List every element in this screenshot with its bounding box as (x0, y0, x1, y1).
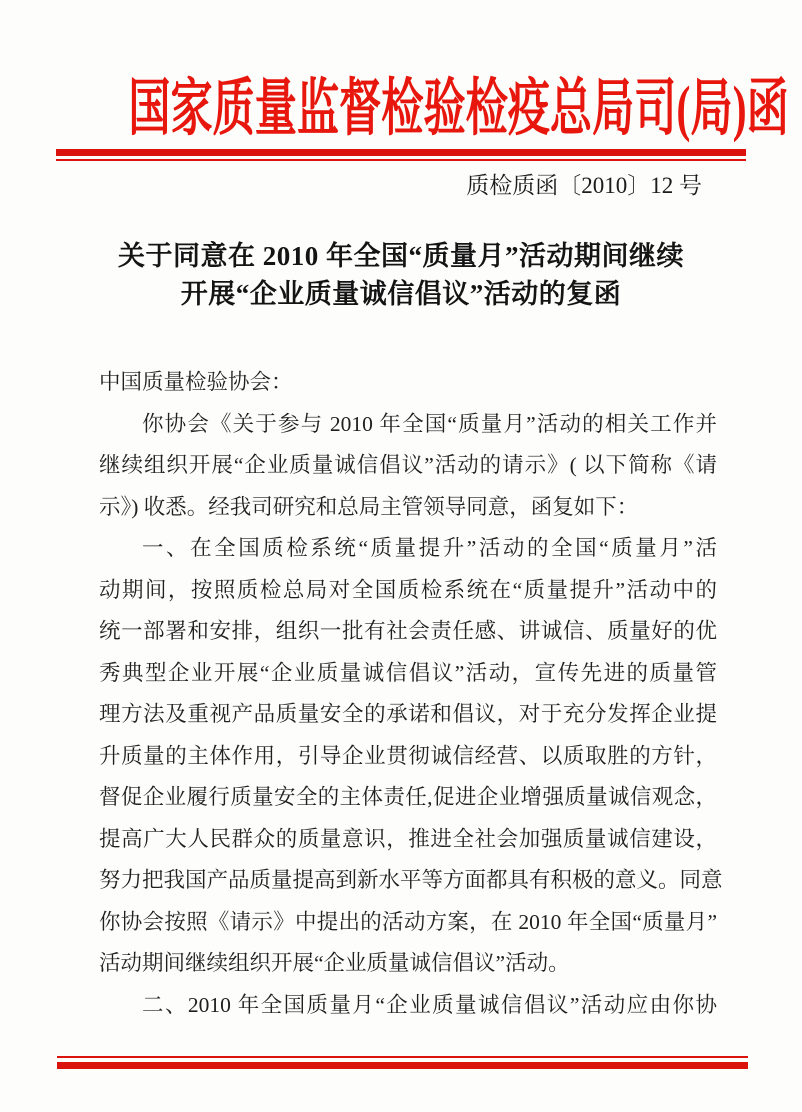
letter-title-line2: 开展“企业质量诚信倡议”活动的复函 (180, 279, 622, 309)
body-line: 你协会《关于参与 2010 年全国“质量月”活动的相关工作并 (142, 411, 717, 436)
footer-rule-thick (57, 1062, 748, 1069)
body-line: 你协会按照《请示》中提出的活动方案，在 2010 年全国“质量月” (99, 909, 717, 934)
footer-rule-thin (57, 1056, 748, 1058)
body-line: 二、2010 年全国质量月“企业质量诚信倡议”活动应由你协 (142, 992, 717, 1017)
body-line: 继续组织开展“企业质量诚信倡议”活动的请示》( 以下简称《请 (99, 453, 717, 477)
body-line: 中国质量检验协会： (99, 370, 293, 394)
body-line: 活动期间继续组织开展“企业质量诚信倡议”活动。 (99, 951, 570, 975)
body-line: 秀典型企业开展“企业质量诚信倡议”活动，宣传先进的质量管 (99, 660, 717, 685)
header-rule-thin (56, 159, 746, 161)
body-line: 提高广大人民群众的质量意识，推进全社会加强质量诚信建设， (99, 826, 717, 851)
header-rule-thick (56, 149, 746, 156)
body-line: 努力把我国产品质量提高到新水平等方面都具有积极的意义。同意 (99, 868, 723, 892)
letter-title-line1: 关于同意在 2010 年全国“质量月”活动期间继续 (118, 241, 684, 271)
body-line: 督促企业履行质量安全的主体责任,促进企业增强质量诚信观念， (99, 785, 717, 809)
body-line: 统一部署和安排，组织一批有社会责任感、讲诚信、质量好的优 (99, 619, 717, 643)
body-line: 动期间，按照质检总局对全国质检系统在“质量提升”活动中的 (99, 577, 717, 602)
masthead-title: 国家质量监督检验检疫总局司(局)函 (128, 75, 789, 143)
body-line: 升质量的主体作用，引导企业贯彻诚信经营、以质取胜的方针， (99, 743, 717, 768)
letter-title (0, 237, 802, 313)
document-number: 质检质函〔2010〕12 号 (466, 173, 702, 198)
body-line: 一、在全国质检系统“质量提升”活动的全国“质量月”活 (142, 536, 717, 560)
letter-body (99, 362, 723, 1026)
body-line: 理方法及重视产品质量安全的承诺和倡议，对于充分发挥企业提 (99, 702, 717, 726)
body-line: 示》) 收悉。经我司研究和总局主管领导同意，函复如下： (99, 494, 639, 519)
